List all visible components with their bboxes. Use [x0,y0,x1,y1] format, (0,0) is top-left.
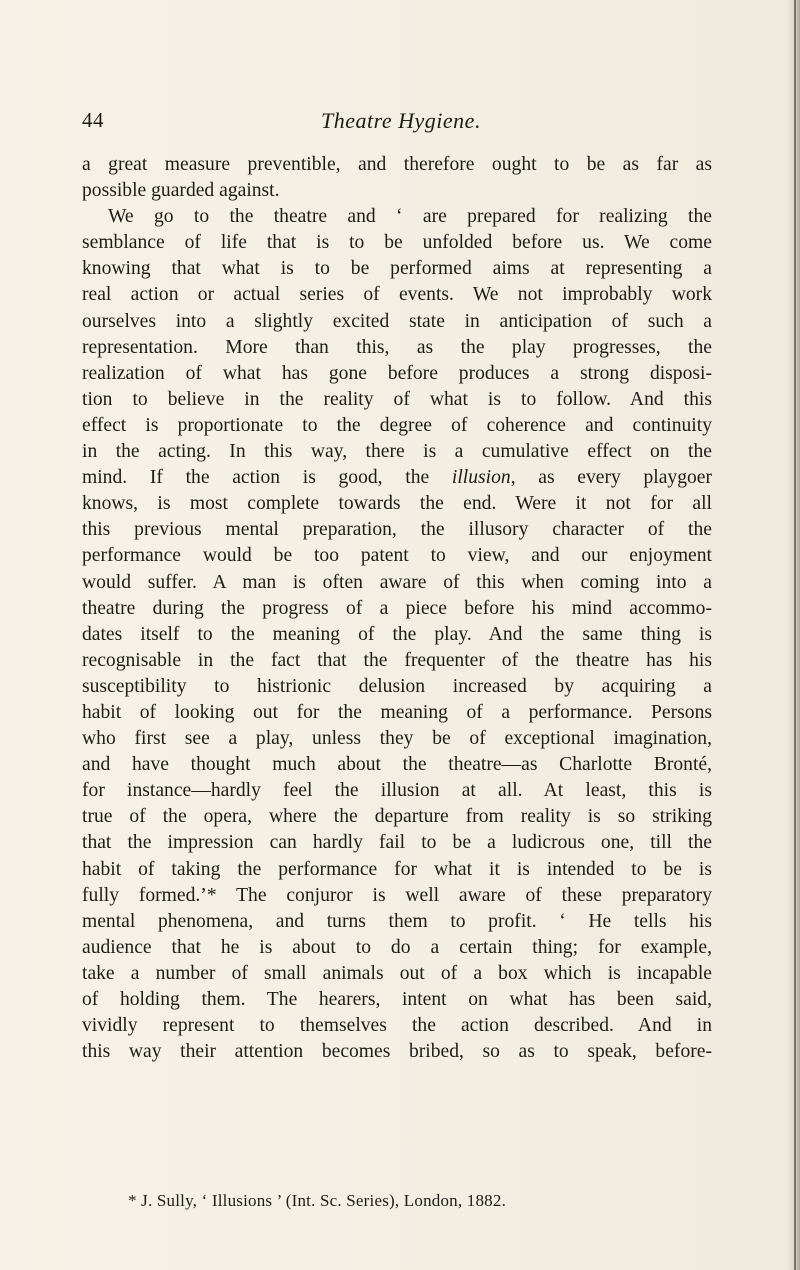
text-line: We go to the theatre and ‘ are prepared for realizing the [108,206,712,228]
text-line: real action or actual series of events. We not improbably work [82,284,712,306]
text-line-illusion [82,465,712,491]
text-line: semblance of life that is to be unfolded before us. We come [82,232,712,254]
text-line: susceptibility to histrionic delusion increased by acquiring a [82,675,712,697]
text-line: mental phenomena, and turns them to profit. ‘ He tells his [82,910,712,932]
text-line: for instance—hardly feel the illusion at all. At least, this is [82,780,712,802]
page-edge-shadow [786,0,800,1270]
text-line: representation. More than this, as the play progresses, the [82,336,712,358]
text-line: knows, is most complete towards the end. Were it not for all [82,493,712,515]
body-text [82,152,712,1065]
page-header [82,108,720,138]
text-line: who first see a play, unless they be of exceptional imagination, [82,728,712,750]
text-line: in the acting. In this way, there is a cumulative effect on the [82,441,712,463]
footnote: * J. Sully, ‘ Illusions ’ (Int. Sc. Series), London, 1882. [128,1191,507,1210]
page-edge-line [794,0,796,1270]
text-line: vividly represent to themselves the action described. And in [82,1015,712,1037]
text-line: that the impression can hardly fail to be a ludicrous one, till the [82,832,712,854]
text-line: and have thought much about the theatre—as Charlotte Bronté, [82,754,712,776]
text-line: this previous mental preparation, the illusory character of the [82,519,712,541]
running-title: Theatre Hygiene. [321,108,481,133]
text-line: habit of taking the performance for what it is intended to be is [82,858,712,880]
text-line: habit of looking out for the meaning of a performance. Persons [82,701,712,723]
text-line: knowing that what is to be performed aims at representing a [82,258,712,280]
text-line: recognisable in the fact that the frequenter of the theatre has his [82,649,712,671]
text-line: audience that he is about to do a certain thing; for example, [82,936,712,958]
text-line: realization of what has gone before produces a strong disposi- [82,362,712,384]
text-line: this way their attention becomes bribed, so as to speak, before- [82,1041,712,1063]
text-line: fully formed.’* The conjuror is well aware of these preparatory [82,884,712,906]
text-line: tion to believe in the reality of what is to follow. And this [82,388,712,410]
text-line: a great measure preventible, and therefore ought to be as far as [82,154,712,175]
text-line: ourselves into a slightly excited state in anticipation of such a [82,310,712,332]
text-line: true of the opera, where the departure from reality is so striking [82,806,712,828]
text-line: would suffer. A man is often aware of this when coming into a [82,571,712,593]
text-line: performance would be too patent to view, and our enjoyment [82,545,712,567]
text-line-part: mind. If the action is good, the illusion, as every playgoer [82,467,712,489]
text-line: take a number of small animals out of a box which is incapable [82,962,712,984]
text-line: dates itself to the meaning of the play. And the same thing is [82,623,712,645]
emphasis-word: illusion [451,467,511,489]
text-line: theatre during the progress of a piece before his mind accommo- [82,597,712,619]
text-line: of holding them. The hearers, intent on what has been said, [82,989,712,1010]
text-line: effect is proportionate to the degree of coherence and continuity [82,414,712,436]
text-line: possible guarded against. [82,180,280,202]
page-number: 44 [82,108,104,132]
